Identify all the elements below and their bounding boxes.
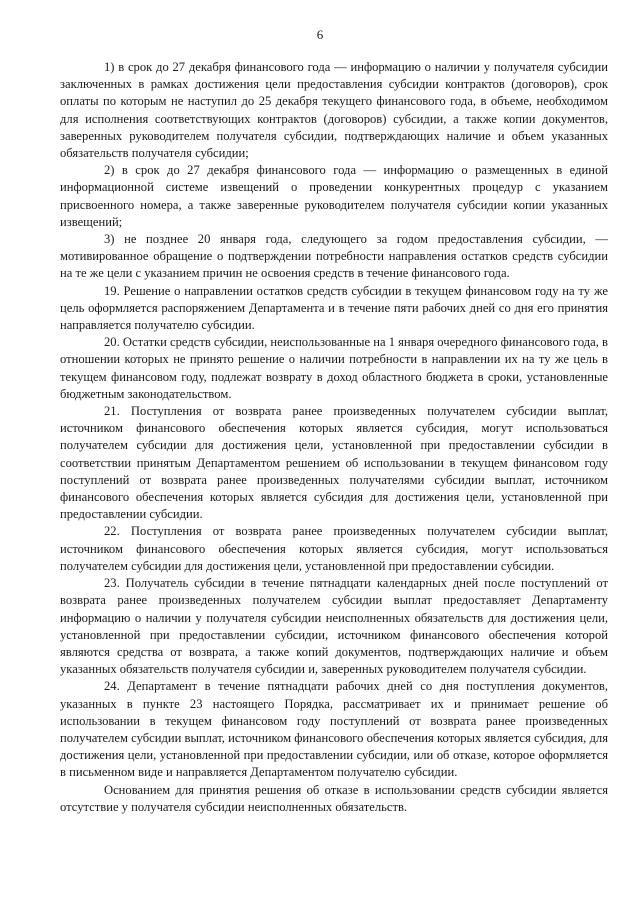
paragraph-refusal-basis: Основанием для принятия решения об отказе в использовании средств субсидии является отсутствие у получателя субсидии неисполненных обязательств. [60, 782, 608, 814]
page-number: 6 [316, 27, 324, 42]
paragraph-item-3: 3) не позднее 20 января года, следующего за годом предоставления субсидии, — мотивированное обращение о подтверждении потребности направления остатков средств субсидии на те же цели с указанием причин не освоения средств в течение финансового года. [60, 232, 608, 281]
paragraph-22: 22. Поступления от возврата ранее произведенных получателем субсидии выплат, источником финансового обеспечения которых является субсидия, могут использоваться получателем субсидии для достижения цели, установленной при предоставлении субсидии. [60, 524, 608, 573]
paragraph-23: 23. Получатель субсидии в течение пятнадцати календарных дней после поступлений от возврата ранее произведенных получателем субсидии выплат предоставляет Департаменту информацию о наличии у получателя субсидии неисполненных обязательств для достижения цели, установленной при предоставлении субсидии, источником финансового обеспечения которой являются средства от возврата, а также копий документов, подтверждающих наличие и объем указанных обязательств получателя субсидии и, заверенных руководителем получателя субсидии. [60, 576, 608, 677]
paragraph-24: 24. Департамент в течение пятнадцати рабочих дней со дня поступления документов, указанных в пункте 23 настоящего Порядка, рассматривает их и принимает решение об использовании в текущем финансовом году поступлений от возврата ранее произведенных получателем субсидии выплат, источником финансового обеспечения которых является субсидия, для достижения цели, установленной при предоставлении субсидии, или об отказе, которое оформляется в письменном виде и направляется Департаментом получателю субсидии. [60, 679, 608, 780]
document-body [60, 59, 608, 816]
paragraph-21: 21. Поступления от возврата ранее произведенных получателем субсидии выплат, источником финансового обеспечения которых является субсидия, могут использоваться получателем субсидии для достижения цели, установленной при предоставлении субсидии в соответствии принятым Департаментом решением об использовании в текущем финансовом году поступлений от возврата ранее произведенных получателями субсидии выплат, источником финансового обеспечения которых является субсидия для достижения цели, установленной при предоставлении субсидии. [60, 404, 608, 522]
paragraph-20: 20. Остатки средств субсидии, неиспользованные на 1 января очередного финансового года, в отношении которых не принято решение о наличии потребности в направлении их на ту же цель в текущем финансовом году, подлежат возврату в доход областного бюджета в сроки, установленные бюджетным законодательством. [60, 335, 608, 401]
paragraph-item-1: 1) в срок до 27 декабря финансового года — информацию о наличии у получателя субсидии заключенных в рамках достижения цели предоставления субсидии контрактов (договоров), срок оплаты по которым не наступил до 25 декабря текущего финансового года, в объеме, необходимом для исполнения соответствующих контрактов (договоров) субсидии, а также копии документов, заверенных руководителем получателя субсидии, подтверждающих наличие и объем указанных обязательств получателя субсидии; [60, 60, 608, 161]
paragraph-19: 19. Решение о направлении остатков средств субсидии в текущем финансовом году на ту же цель оформляется распоряжением Департамента и в течение пяти рабочих дней со дня его принятия направляется получателю субсидии. [60, 283, 608, 333]
paragraph-item-2: 2) в срок до 27 декабря финансового года — информацию о размещенных в единой информационной системе извещений о проведении конкурентных процедур с указанием присвоенного номера, а также заверенные руководителем получателя субсидии копии указанных извещений; [60, 163, 608, 229]
